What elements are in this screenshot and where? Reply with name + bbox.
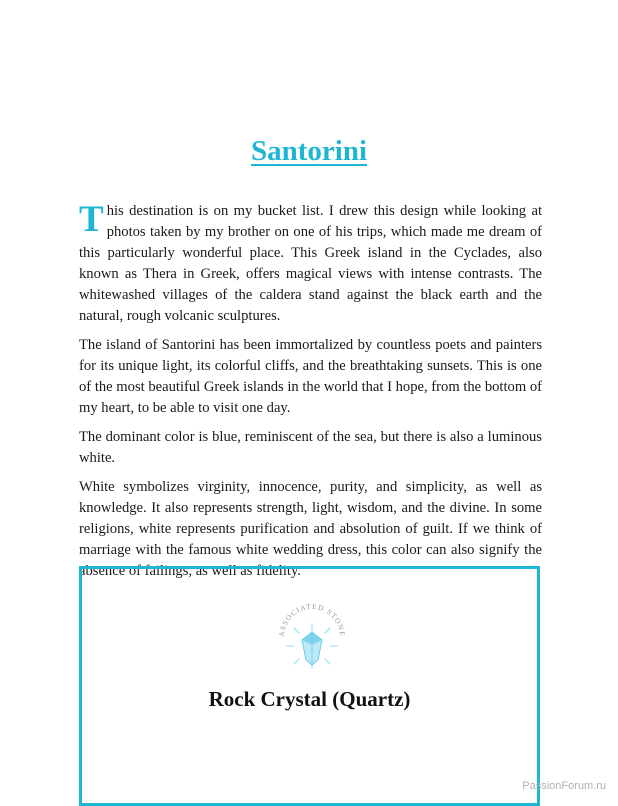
paragraph-1-text: his destination is on my bucket list. I drew this design while looking at photos taken by my brother on one of his trips, which made me dream of this particularly wonderful place. This Greek island in the Cyclades, also known as Thera in Greek, offers magical views with intense contrasts. The whitewashed villages of the caldera stand against the black earth and the natural, rough volcanic sculptures. [79,203,542,324]
paragraph-3: The dominant color is blue, reminiscent of the sea, but there is also a luminous white. [79,429,542,466]
associated-stone-emblem [272,597,352,677]
associated-stone-box [79,566,540,806]
watermark: PassionForum.ru [522,780,606,792]
emblem-label: ASSOCIATED STONE [276,601,348,638]
stone-name: Rock Crystal (Quartz) [208,687,411,711]
paragraph-4: White symbolizes virginity, innocence, purity, and simplicity, as well as knowledge. It also represents strength, light, wisdom, and the divine. In some religions, white represents purification and absolution of guilt. If we think of marriage with the famous white wedding dress, this color can also signify the absence of failings, as well as fidelity. [79,479,542,579]
drop-cap: T [79,199,104,240]
paragraph-2: The island of Santorini has been immortalized by countless poets and painters for its unique light, its colorful cliffs, and the breathtaking sunsets. This is one of the most beautiful Greek islands in the world that I hope, from the bottom of my heart, to be able to visit one day. [79,337,542,416]
body-text [79,201,542,590]
page-title: Santorini [250,135,368,167]
paragraph-1 [79,201,542,327]
crystal-icon [302,632,322,665]
